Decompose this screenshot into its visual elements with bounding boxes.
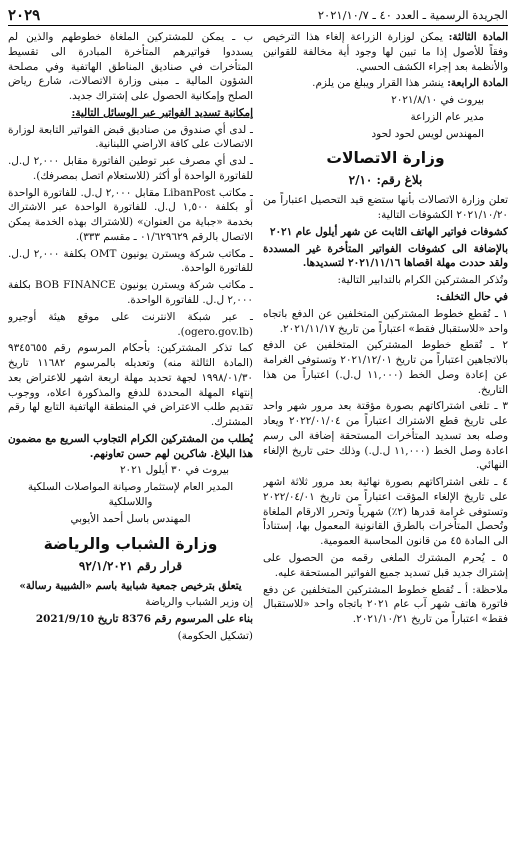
notice-default-heading: في حال التخلف: bbox=[436, 290, 508, 303]
page-number: ٢٠٢٩ bbox=[8, 5, 41, 24]
measure-4: ٤ ـ تلغى اشتراكاتهم بصورة نهائية بعد مرور ثلاثة اشهر على تاريخ الإلغاء المؤقت اعتباراً من تاريخ ٢٠٢٢/٠٤/٠١ وتستوفى غرامة قدرها (٢٪) شهرياً وتحرر الارقام الملغاة وتُحصل المتأخرات بالطرق القانونية المعمول بها، إستناداً الى المادة ٤٥ من قانون المحاسبة العمومية. bbox=[263, 476, 508, 548]
measure-3: ٣ ـ تلغى اشتراكاتهم بصورة مؤقتة بعد مرور شهر واحد على تاريخ قطع الاشتراك اعتباراً من ٢٠٢٢/٠١/٠٤ ويعاد وصله بعد تسديد المتأخرات المستحقة إضافة الى رسم اعادة وصل الخط (١١,٠٠٠ ل.ل.) وذلك حتى تاريخ الإلغاء النهائي. bbox=[263, 400, 508, 472]
decision-subject: يتعلق بترخيص جمعية شبابية باسم «الشبيبة رسالة» bbox=[19, 579, 242, 592]
payment-method-4: ـ مكاتب شركة ويسترن يونيون OMT بكلفة ٢,٠٠٠ ل.ل. للفاتورة الواحدة. bbox=[8, 247, 253, 275]
page-header bbox=[8, 4, 508, 26]
article-three-lead: المادة الثالثة: bbox=[448, 31, 508, 43]
measure-2: ٢ ـ تُقطع خطوط المشتركين المتخلفين عن الدفع بالاتجاهين اعتباراً من تاريخ ٢٠٢١/١٢/٠١ وتستوفى الغرامة عن إعادة وصل الخط (١١,٠٠٠ ل.ل.) اعتباراً من هذا التاريخ. bbox=[263, 339, 508, 396]
article-three bbox=[263, 30, 508, 74]
payment-method-6: ـ عبر شبكة الانترنت على موقع هيئة أوجيرو (ogero.gov.lb). bbox=[8, 310, 253, 338]
left-signature-title: المدير العام لإستثمار وصيانة المواصلات السلكية واللاسلكية bbox=[27, 481, 234, 508]
payment-method-5: ـ مكاتب شركة ويسترن يونيون BOB FINANCE بكلفة ٢,٠٠٠ ل.ل. للفاتورة الواحدة. bbox=[8, 279, 253, 307]
ministry-youth-title: وزارة الشباب والرياضة bbox=[43, 534, 218, 553]
decision-preamble: إن وزير الشباب والرياضة bbox=[145, 596, 253, 609]
signature-title: مدير عام الزراعة bbox=[410, 110, 484, 123]
notice-reminder: وتُذكر المشتركين الكرام بالتدابير التالية: bbox=[337, 274, 508, 287]
signature-name: المهندس لويس لحود لحود bbox=[371, 127, 484, 140]
article-four-lead: المادة الرابعة: bbox=[447, 77, 508, 90]
measure-5: ٥ ـ يُحرم المشترك الملغى رقمه من الحصول على إشتراك جديد قبل تسديد جميع الفواتير المستحقة عليه. bbox=[263, 552, 508, 579]
notice-number: بلاغ رقم: ٢/١٠ bbox=[348, 173, 423, 188]
decision-decree: بناء على المرسوم رقم 8376 تاريخ 2021/9/10 bbox=[35, 613, 253, 626]
content-columns bbox=[8, 30, 508, 852]
note-b: ب ـ يمكن للمشتركين الملغاة خطوطهم والذين لم يسددوا فواتيرهم المتأخرة المبادرة الى تقسيط المتأخرات في صناديق المناطق الهاتفية وفي مصلحة الشؤون المالية ـ مبنى وزارة الاتصالات، شارع رياض الصلح وإمكانية الحصول على إشتراك جديد. bbox=[8, 31, 253, 103]
decision-decree-note: (تشكيل الحكومة) bbox=[177, 629, 253, 642]
article-three-text: يمكن لوزارة الزراعة إلغاء هذا الترخيص وفقاً للأصول إذا ما تبين لها وجود أية مخالفة للقوانين والأنظمة بعد إجراء الكشف الحسي. bbox=[263, 31, 508, 73]
article-four bbox=[263, 76, 508, 91]
notice-intro: تعلن وزارة الاتصالات بأنها ستضع قيد التحصيل اعتباراً من ٢٠٢١/١٠/٢٠ الكشوفات التالية: bbox=[263, 194, 508, 222]
notice-statements: كشوفات فواتير الهاتف الثابت عن شهر أيلول عام ٢٠٢١ bbox=[269, 225, 508, 238]
right-column bbox=[263, 30, 508, 852]
left-signature-date: بيروت في ٣٠ أيلول ٢٠٢١ bbox=[119, 464, 229, 477]
measure-1: ١ ـ تُقطع خطوط المشتركين المتخلفين عن الدفع باتجاه واحد «للاستقبال فقط» اعتباراً من تاريخ ٢٠٢١/١١/١٧. bbox=[263, 307, 508, 335]
cooperation-request: يُطلب من المشتركين الكرام التجاوب السريع مع مضمون هذا البلاغ. شاكرين لهم حسن تعاونهم. bbox=[8, 432, 253, 460]
note-a: ملاحظة: أ ـ تُقطع خطوط المشتركين المتخلفين عن دفع فاتورة هاتف شهر آب عام ٢٠٢١ باتجاه واحد «للاستقبال فقط» اعتباراً من تاريخ ٢٠٢١/١٠/٢١. bbox=[263, 583, 508, 626]
article-four-text: ينشر هذا القرار ويبلغ من يلزم. bbox=[312, 77, 444, 90]
ministry-telecom-title: وزارة الاتصالات bbox=[326, 149, 445, 168]
decision-number: قرار رقم ٩٢/١/٢٠٢١ bbox=[78, 558, 183, 573]
payment-methods-heading: إمكانية تسديد الفواتير عبر الوسائل التالية: bbox=[71, 106, 253, 119]
payment-method-3: ـ مكاتب LibanPost مقابل ٢,٠٠٠ ل.ل. للفاتورة الواحدة أو بكلفة ١,٥٠٠ ل.ل. للفاتورة الواحدة عبر الاشتراك بخدمة «جباية من العنوان» (للاشتراك بهذه الخدمة يمكن الاتصال بالرقم ٠١/٦٢٩٦٢٩ ـ مقسم ٣٣٣). bbox=[8, 186, 253, 243]
left-signature-name: المهندس باسل أحمد الأيوبي bbox=[70, 512, 191, 525]
payment-method-2: ـ لدى أي مصرف عبر توطين الفاتورة مقابل ٢,٠٠٠ ل.ل. للفاتورة الواحدة أو أكثر (للاستعلام اتصل بمصرفك). bbox=[8, 155, 253, 182]
objection-reminder: كما تذكر المشتركين: بأحكام المرسوم رقم ٩٣٤٥٦٥٥ (المادة الثالثة منه) وتعديله بالمرسوم ١١٦٨٢ تاريخ ١٩٩٨/٠١/٣٠ لجهة تحديد مهلة اربعة اشهر للاعتراض بعد إنتهاء المهلة المحددة للدفع والمذكورة اعلاه، ووجوب تقديم طلب الاعتراض في المنطقة الهاتفية التابع لها رقم المشترك. bbox=[8, 342, 253, 429]
payment-method-1: ـ لدى أي صندوق من صناديق قبض الفواتير التابعة لوزارة الاتصالات على كافة الاراضي اللبنانية. bbox=[8, 123, 253, 151]
signature-date: بيروت في ٢٠٢١/٨/١٠ bbox=[391, 94, 484, 107]
notice-overdue: بالإضافة الى كشوفات الفواتير المتأخرة غير المسددة ولقد حددت مهلة اقصاها ٢٠٢١/١١/١٦ لتسديدها. bbox=[263, 242, 508, 270]
header-journal-info: الجريدة الرسمية ـ العدد ٤٠ ـ ٢٠٢١/١٠/٧ bbox=[317, 7, 508, 22]
left-column bbox=[8, 30, 253, 852]
